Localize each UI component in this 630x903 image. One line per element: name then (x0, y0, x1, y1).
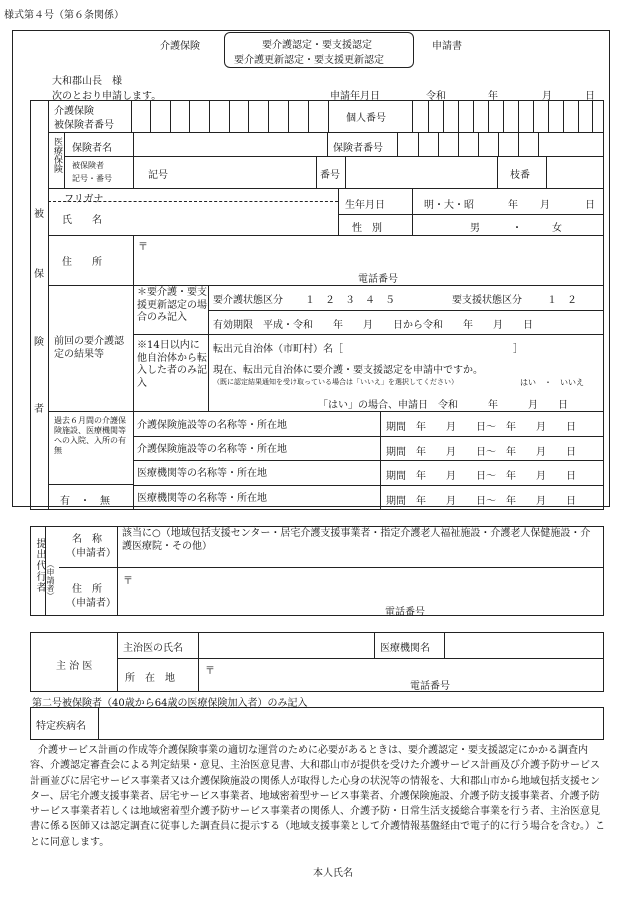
insurer-number-label: 保険者番号 (333, 143, 383, 154)
care-level-label: 要介護状態区分 (213, 295, 283, 306)
transfer-question: 現在、転出元自治体に要介護・要支援認定を申請中ですか。 (213, 365, 483, 376)
doctor-label: 主 治 医 (56, 661, 93, 672)
care-levels[interactable]: １ ２ ３ ４ ５ (305, 295, 395, 306)
transfer-yes-no[interactable]: はい ・ いいえ (520, 378, 584, 387)
disease-field[interactable] (99, 708, 603, 739)
birth-day: 日 (585, 200, 595, 211)
insurer-name-field[interactable] (134, 133, 326, 155)
insurance-label: 介護保険 (160, 41, 200, 52)
agent-address-sub: （申請者） (66, 598, 116, 609)
agent-phone-label: 電話番号 (385, 607, 425, 618)
address-field[interactable] (150, 237, 600, 267)
agent-side-sub: （申請者） (46, 560, 55, 600)
renewal-note: ＊要介護・要支援更新認定の場合のみ記入 (137, 287, 207, 323)
personal-number-field[interactable] (413, 101, 603, 131)
transfer-note: ※14日以内に他自治体から転入した者のみ記入 (137, 340, 207, 389)
birth-label: 生年月日 (345, 200, 385, 211)
address-phone-label: 電話番号 (358, 274, 398, 285)
transfer-city[interactable]: 転出元自治体（市町村）名［ ］ (213, 344, 523, 355)
date-day: 日 (585, 91, 595, 102)
doctor-postal: 〒 (205, 666, 215, 677)
doctor-name-field[interactable] (199, 633, 373, 657)
signature-field[interactable] (365, 860, 595, 880)
kigo-label: 記号 (148, 170, 168, 181)
support-levels[interactable]: １ ２ (547, 295, 577, 306)
facility-row-3-name[interactable]: 医療機関等の名称等・所在地 (137, 468, 267, 479)
secondary-note: 第二号被保険者（40歳から64歳の医療保険加入者）のみ記入 (32, 698, 308, 709)
transfer-sub: （既に認定結果通知を受け取っている場合は「いいえ」を選択してください） (213, 378, 458, 386)
gender-dot: ・ (512, 223, 522, 234)
birth-year: 年 (508, 200, 518, 211)
institution-field[interactable] (445, 633, 603, 657)
facility-row-4-name[interactable]: 医療機関等の名称等・所在地 (137, 493, 267, 504)
facility-row-1-period[interactable]: 期間 年 月 日～ 年 月 日 (386, 422, 576, 433)
date-label: 申請年月日 (330, 91, 380, 102)
birth-eras[interactable]: 明・大・昭 (424, 200, 474, 211)
agent-address-field[interactable] (135, 570, 600, 598)
insured-number-label-2: 被保険者番号 (54, 120, 114, 131)
intro-text: 次のとおり申請します。 (52, 91, 162, 102)
facility-row-3-period[interactable]: 期間 年 月 日～ 年 月 日 (386, 471, 576, 482)
doctor-name-label: 主治医の氏名 (123, 643, 183, 654)
gender-female[interactable]: 女 (552, 223, 562, 234)
doctor-location-field[interactable] (218, 660, 598, 680)
agent-name-label: 名 称 (72, 534, 102, 545)
agent-postal: 〒 (123, 576, 133, 587)
type-line-2: 要介護更新認定・要支援更新認定 (234, 55, 384, 66)
doctor-location-label: 所 在 地 (125, 673, 175, 684)
insurer-number-field[interactable] (398, 133, 603, 155)
date-era: 令和 (426, 91, 446, 102)
birth-month: 月 (540, 200, 550, 211)
insured-side-4: 者 (34, 404, 44, 415)
transfer-if-yes[interactable]: 「はい」の場合、申請日 令和 年 月 日 (318, 400, 568, 411)
insured-side-3: 険 (34, 337, 44, 348)
form-number: 様式第４号（第６条関係） (4, 10, 124, 21)
facility-row-2-period[interactable]: 期間 年 月 日～ 年 月 日 (386, 447, 576, 458)
addressee: 大和郡山長 様 (52, 76, 122, 87)
name-label: 氏 名 (62, 215, 102, 226)
agent-name-text[interactable]: 該当に○（地域包括支援センター・居宅介護支援事業者・指定介護老人福祉施設・介護老人保健施設・介護医療院・その他） (122, 528, 591, 552)
gender-male[interactable]: 男 (470, 223, 480, 234)
validity-text[interactable]: 有効期限 平成・令和 年 月 日から令和 年 月 日 (213, 320, 533, 331)
facility-row-2-name[interactable]: 介護保険施設等の名称等・所在地 (137, 444, 287, 455)
medical-side-label: 医療保険 (52, 137, 62, 173)
application-label: 申請書 (432, 41, 462, 52)
facility-row-1-name[interactable]: 介護保険施設等の名称等・所在地 (137, 420, 287, 431)
agent-address-label: 住 所 (72, 584, 102, 595)
name-field[interactable] (134, 202, 326, 234)
type-line-1: 要介護認定・要支援認定 (262, 40, 372, 51)
edaban-field[interactable] (547, 157, 603, 187)
furigana-label: フリガナ (64, 194, 104, 205)
furigana-field[interactable] (134, 189, 326, 199)
kigo-label-1: 被保険者 (72, 161, 104, 170)
facilities-label: 過去６月間の介護保険施設、医療機関等への入院、入所の有無 (54, 416, 126, 455)
agent-name-sub: （申請者） (66, 548, 116, 559)
date-year: 年 (488, 91, 498, 102)
kigo-label-2: 記号・番号 (72, 174, 112, 183)
address-label: 住 所 (62, 257, 102, 268)
address-postal: 〒 (138, 242, 148, 253)
insured-number-label-1: 介護保険 (54, 106, 94, 117)
date-month: 月 (542, 91, 552, 102)
institution-label: 医療機関名 (380, 643, 430, 654)
support-level-label: 要支援状態区分 (452, 295, 522, 306)
facility-row-4-period[interactable]: 期間 年 月 日～ 年 月 日 (386, 496, 576, 507)
agent-side-label: 提出代行者 (34, 538, 45, 593)
signature-label: 本人氏名 (313, 868, 353, 879)
insurer-name-label: 保険者名 (72, 143, 112, 154)
bango-field[interactable] (346, 157, 496, 187)
disease-label: 特定疾病名 (36, 721, 86, 732)
personal-number-label: 個人番号 (346, 113, 386, 124)
edaban-label: 枝番 (510, 170, 530, 181)
bango-label: 番号 (320, 170, 340, 181)
doctor-phone-label: 電話番号 (410, 681, 450, 692)
insured-side-1: 被 (34, 209, 44, 220)
gender-label: 性 別 (352, 223, 382, 234)
previous-result-label: 前回の要介護認定の結果等 (54, 336, 124, 360)
consent-text: 介護サービス計画の作成等介護保険事業の適切な運営のために必要があるときは、要介護認定・要支援認定にかかる調査内容、介護認定審査会による判定結果・意見、主治医意見書、大和郡山市が提供を受けた介護サービス計画及び介護予防サービス計画並びに居宅サービス事業者又は介護保険施設の関係人が取得した心身の状況等の情報を、大和郡山市から地域包括支援センター、居宅介護支援事業者、居宅サービス事業者、地域密着型サービス事業者、介護保険施設、介護予防支援事業者、介護予防サービス事業者若しくは地域密着型介護予防サービス事業者の関係人、介護予防・日常生活支援総合事業を行う者、主治医意見書に係る医師又は認定調査に従事した調査員に提示する（地域支援事業として介護情報基盤経由で電子的に行う場合を含む。）ことに同意します。 (30, 745, 605, 848)
kigo-field[interactable] (175, 157, 315, 187)
facilities-yes-no[interactable]: 有 ・ 無 (60, 496, 110, 507)
insured-side-2: 保 (34, 269, 44, 280)
